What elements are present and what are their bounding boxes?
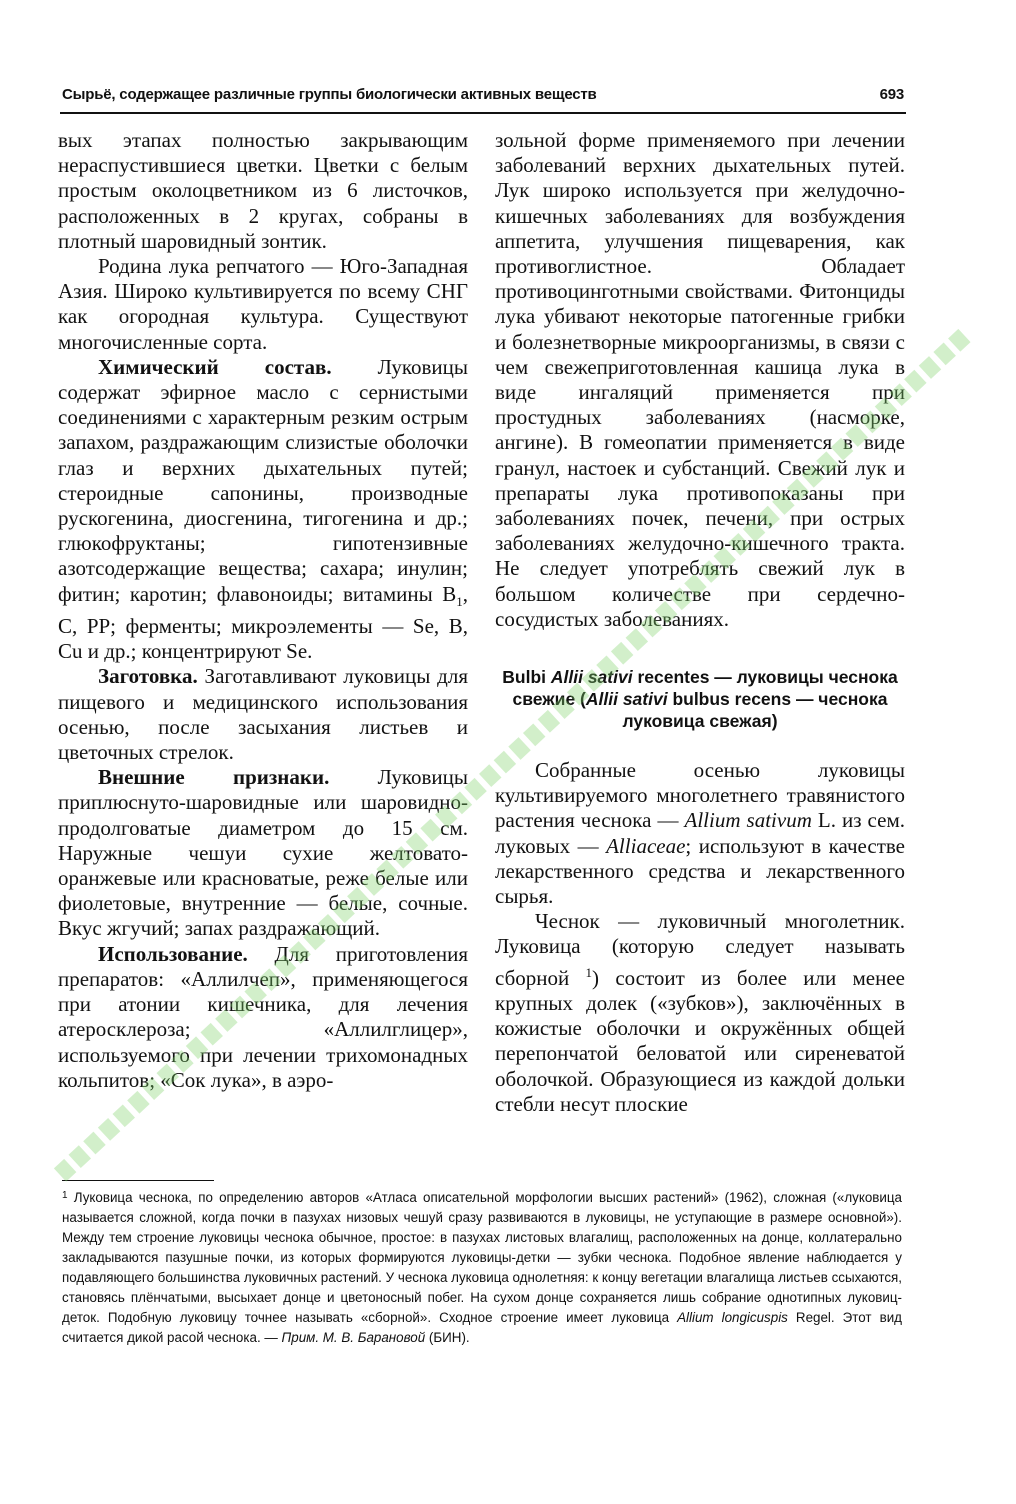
- footnote-text: Regel. Этот вид считается дикой расой чеснока. —: [62, 1310, 902, 1345]
- run-in-heading: Использование.: [98, 941, 248, 966]
- footnote-text: Луковица чеснока, по определению авторов «Атласа описательной морфологии высших растений» (1962), сложная («луковица называется сложной, когда почки в пазухах низовых чешуй сразу развиваются в луковицы, не уступающие в размере основной»). Между тем строение луковицы чеснока обычное, простое: в пазухах листовых влагалищ, расположенных на донце, коллатерально закладываются пазушные почки, из которых формируются луковицы-детки — зубки чеснока. Подобное явление наблюдается у подавляющего большинства луковичных растений. У чеснока луковица однолетняя: к концу вегетации влагалища листьев ссыхаются, становясь плёнчатыми, высыхает донце и цветоносный побег. На сухом донце сохраняется лишь собрание однотипных луковиц-деток. Подобную луковицу точнее называть «сборной». Сходное строение имеет луковица: [62, 1190, 902, 1325]
- paragraph-text: ) состоит из более или менее крупных долек («зубков»), заключённых в кожистые оболочки и окружённых общей перепончатой беловатой или сиреневатой оболочкой. Образующиеся из каждой дольки стебли несут плоские: [495, 965, 906, 1116]
- paragraph-external-features: [58, 765, 468, 941]
- run-in-heading: Заготовка.: [98, 664, 198, 689]
- paragraph-text: Заготавливают луковицы для пищевого и медицинского использования осенью, после засыхания листьев и цветочных стрелок.: [58, 664, 468, 765]
- latin-name: Allium longicuspis: [677, 1310, 788, 1325]
- run-in-heading: Внешние признаки.: [98, 765, 330, 790]
- section-title: [495, 666, 905, 732]
- paragraph: [495, 909, 905, 1117]
- header-rule: [60, 112, 906, 114]
- paragraph-harvesting: [58, 664, 468, 765]
- paragraph-usage: [58, 942, 468, 1093]
- paragraph-chemical-composition: [58, 355, 468, 665]
- running-head-title: Сырьё, содержащее различные группы биологически активных веществ: [62, 86, 597, 103]
- paragraph-text: Для приготовления препаратов: «Аллилчеп», применяющегося при атонии кишечника, для лечения атеросклероза; «Аллилглицер», используемого при лечении трихомонадных кольпитов; «Сок лука», в аэро-: [58, 941, 468, 1092]
- right-column: [495, 128, 905, 1117]
- footnote-rule: [62, 1180, 214, 1181]
- page-number: 693: [879, 86, 904, 103]
- latin-name: Alliaceae: [606, 833, 686, 858]
- section-title-part: Bulbi: [502, 667, 551, 688]
- paragraph-text: L. из сем. луковых —: [495, 808, 905, 858]
- footnote-attribution: Прим. М. В. Барановой: [281, 1330, 426, 1345]
- footnote-marker: 1: [62, 1190, 68, 1201]
- paragraph-text: Собранные осенью луковицы культивируемого многолетнего травянистого растения чеснока —: [495, 758, 905, 833]
- latin-name: Allium sativum: [684, 808, 812, 833]
- section-title-italic: Allii sativi: [550, 667, 633, 688]
- paragraph-text: Чеснок — луковичный многолетник. Луковица (которую следует называть сборной: [495, 909, 905, 990]
- paragraph-text: ; используют в качестве лекарственного средства и лекарственного сырья.: [495, 833, 906, 909]
- left-column: [58, 128, 468, 1093]
- section-title-part: bulbus recens — чеснока луковица свежая): [622, 689, 888, 732]
- subscript: 1: [456, 593, 463, 609]
- paragraph: Родина лука репчатого — Юго-Западная Азия. Широко культивируется по всему СНГ как огородная культура. Существуют многочисленные сорта.: [58, 254, 468, 354]
- paragraph: [495, 758, 905, 909]
- running-head: [62, 86, 904, 112]
- paragraph: зольной форме применяемого при лечении заболеваний верхних дыхательных путей. Лук широко используется при желудочно-кишечных заболеваниях для возбуждения аппетита, улучшения пищеварения, как противоглистное. Обладает противоцинготными свойствами. Фитонциды лука убивают некоторые патогенные грибки и болезнетворные микроорганизмы, в связи с чем свежеприготовленная кашица лука в виде ингаляций применяется при простудных заболеваниях (насморке, ангине). В гомеопатии применяется в виде гранул, настоек и субстанций. Свежий лук и препараты лука противопоказаны при заболеваниях почек, печени, при острых заболеваниях желудочно-кишечного тракта. Не следует употреблять свежий лук в большом количестве при сердечно-сосудистых заболеваниях.: [495, 128, 905, 631]
- section-title-part: recentes — луковицы чеснока свежие (: [512, 667, 898, 710]
- paragraph: вых этапах полностью закрывающим нераспустившиеся цветки. Цветки с белым простым околоцветником из 6 листочков, расположенных в 2 кругах, собраны в плотный шаровидный зонтик.: [58, 128, 468, 253]
- section-title-italic: Allii sativi: [585, 689, 668, 710]
- paragraph-text: , С, PP; ферменты; микроэлементы — Se, B, Cu и др.; концентрируют Se.: [58, 581, 468, 664]
- paragraph-text: Луковицы приплюснуто-шаровидные или шаровидно-продолговатые диаметром до 15 см. Наружные чешуи сухие желтовато-оранжевые или красноватые, реже белые или фиолетовые, внутренние — белые, сочные. Вкус жгучий; запах раздражающий.: [58, 765, 468, 941]
- footnote-reference: 1: [585, 964, 593, 980]
- paragraph-text: Луковицы содержат эфирное масло с сернистыми соединениями с характерным резким острым запахом, раздражающим слизистые оболочки глаз и верхних дыхательных путей; стероидные сапонины, производные рускогенина, диосгенина, тигогенина и др.; глюкофруктаны; гипотензивные азотсодержащие вещества; сахара; инулин; фитин; каротин; флавоноиды; витамины B: [58, 354, 468, 606]
- footnote: [62, 1186, 902, 1348]
- run-in-heading: Химический состав.: [98, 354, 332, 379]
- footnote-text: (БИН).: [425, 1330, 470, 1345]
